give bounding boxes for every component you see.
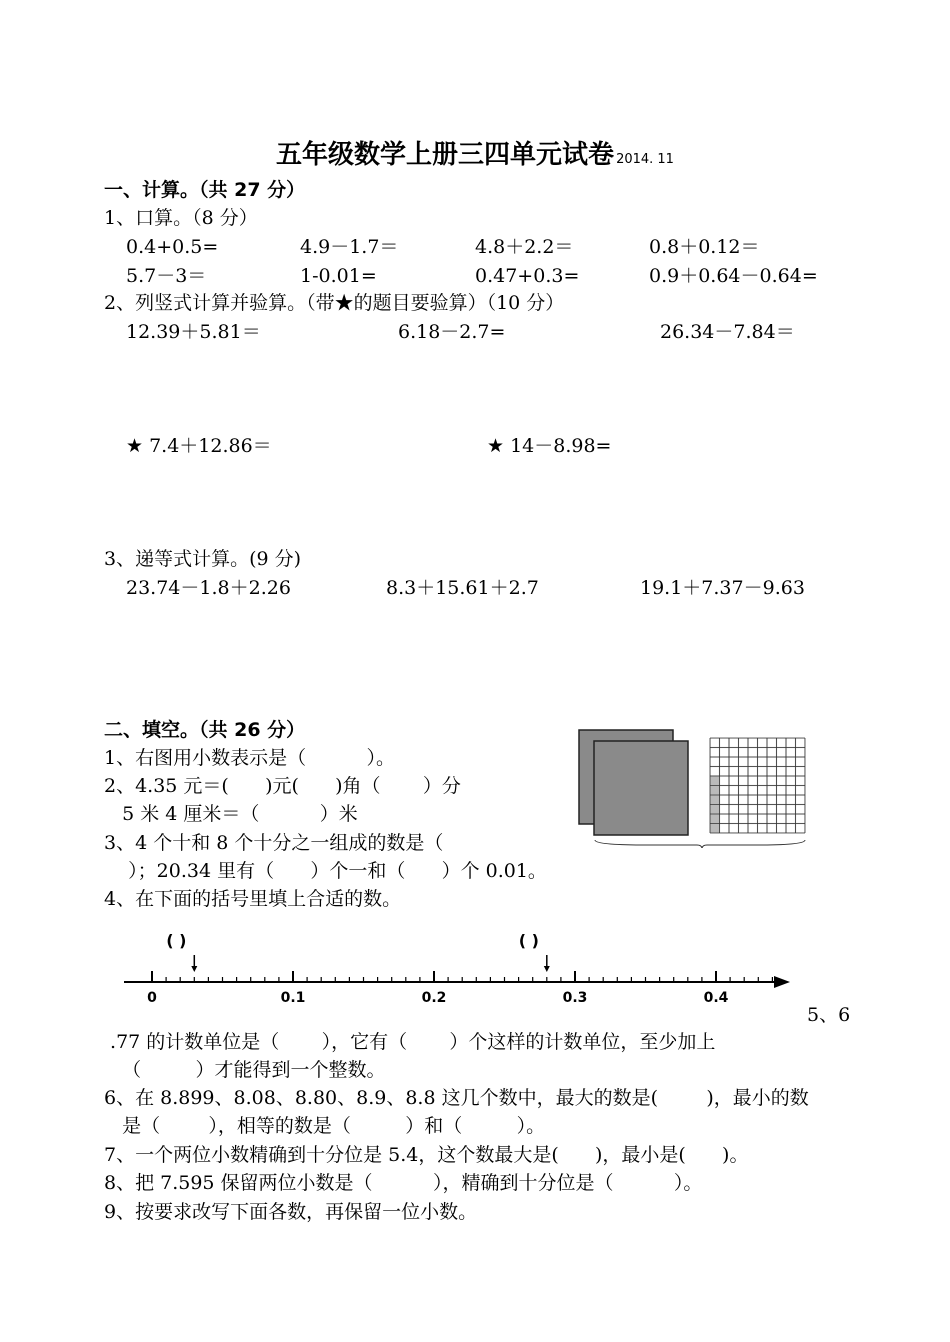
fill-line: 7、一个两位小数精确到十分位是 5.4，这个数最大是( )，最小是( )。 (104, 1144, 749, 1166)
q3-item: 8.3＋15.61＋2.7 (386, 577, 539, 599)
page-title (0, 134, 950, 171)
tick-label: 0.1 (280, 990, 306, 1006)
q1-item: 0.8＋0.12＝ (649, 236, 760, 258)
fill-line: ）；20.34 里有（ ）个一和（ ）个 0.01。 (104, 860, 547, 882)
fill-line: 3、4 个十和 8 个十分之一组成的数是（ (104, 832, 444, 854)
fill-line: 2、4.35 元＝( )元( )角（ ）分 (104, 775, 461, 797)
q1-item: 0.47+0.3= (475, 265, 580, 287)
fill-line: 6、在 8.899、8.08、8.80、8.9、8.8 这几个数中，最大的数是( )，最小的数 (104, 1087, 809, 1109)
fill-line: 9、按要求改写下面各数，再保留一位小数。 (104, 1201, 478, 1223)
fill-line: 5、6 (807, 1004, 851, 1026)
q2-item-verify: ★ 14－8.98= (487, 435, 612, 457)
q2-item-verify: ★ 7.4＋12.86＝ (126, 435, 272, 457)
q1-item: 4.9－1.7＝ (300, 236, 399, 258)
fill-line: （ ）才能得到一个整数。 (104, 1059, 386, 1081)
q2-item: 6.18－2.7= (398, 321, 506, 343)
fill-line: 1、右图用小数表示是（ ）。 (104, 747, 395, 769)
arrow-head-icon (191, 966, 197, 972)
q1-item: 0.9＋0.64－0.64= (649, 265, 818, 287)
fill-line: 5 米 4 厘米＝（ ）米 (104, 803, 358, 825)
title-text: 五年级数学上册三四单元试卷 (276, 140, 615, 170)
q1-item: 0.4+0.5= (126, 236, 219, 258)
answer-blank: ( ) (518, 931, 540, 950)
q2-item: 26.34－7.84＝ (660, 321, 795, 343)
q1-item: 1-0.01= (300, 265, 377, 287)
tick-label: 0.3 (562, 990, 588, 1006)
tick-label: 0.2 (421, 990, 447, 1006)
fill-line: .77 的计数单位是（ ），它有（ ）个这样的计数单位，至少加上 (104, 1031, 716, 1053)
number-line (118, 928, 798, 1014)
decimal-squares-figure (575, 728, 810, 848)
q1-item: 4.8＋2.2＝ (475, 236, 574, 258)
fill-line: 是（ ），相等的数是（ ）和（ ）。 (104, 1115, 546, 1137)
q3-item: 19.1＋7.37－9.63 (640, 577, 805, 599)
q2-item: 12.39＋5.81＝ (126, 321, 261, 343)
q1-item: 5.7－3＝ (126, 265, 207, 287)
exam-date: 2014. 11 (616, 152, 674, 167)
section1-heading: 一、计算。（共 27 分） (104, 179, 306, 201)
q2-title: 2、列竖式计算并验算。（带★的题目要验算）（10 分） (104, 292, 565, 314)
answer-blank: ( ) (166, 931, 187, 950)
q3-item: 23.74－1.8＋2.26 (126, 577, 291, 599)
arrow-head-icon (544, 966, 550, 972)
section2-heading: 二、填空。（共 26 分） (104, 719, 306, 741)
q3-title: 3、递等式计算。(9 分) (104, 548, 302, 570)
tick-label: 0 (147, 990, 157, 1006)
tick-label: 0.4 (703, 990, 729, 1006)
fill-line: 4、在下面的括号里填上合适的数。 (104, 888, 402, 910)
fill-line: 8、把 7.595 保留两位小数是（ ），精确到十分位是（ ）。 (104, 1172, 703, 1194)
q1-title: 1、口算。（8 分） (104, 207, 258, 229)
